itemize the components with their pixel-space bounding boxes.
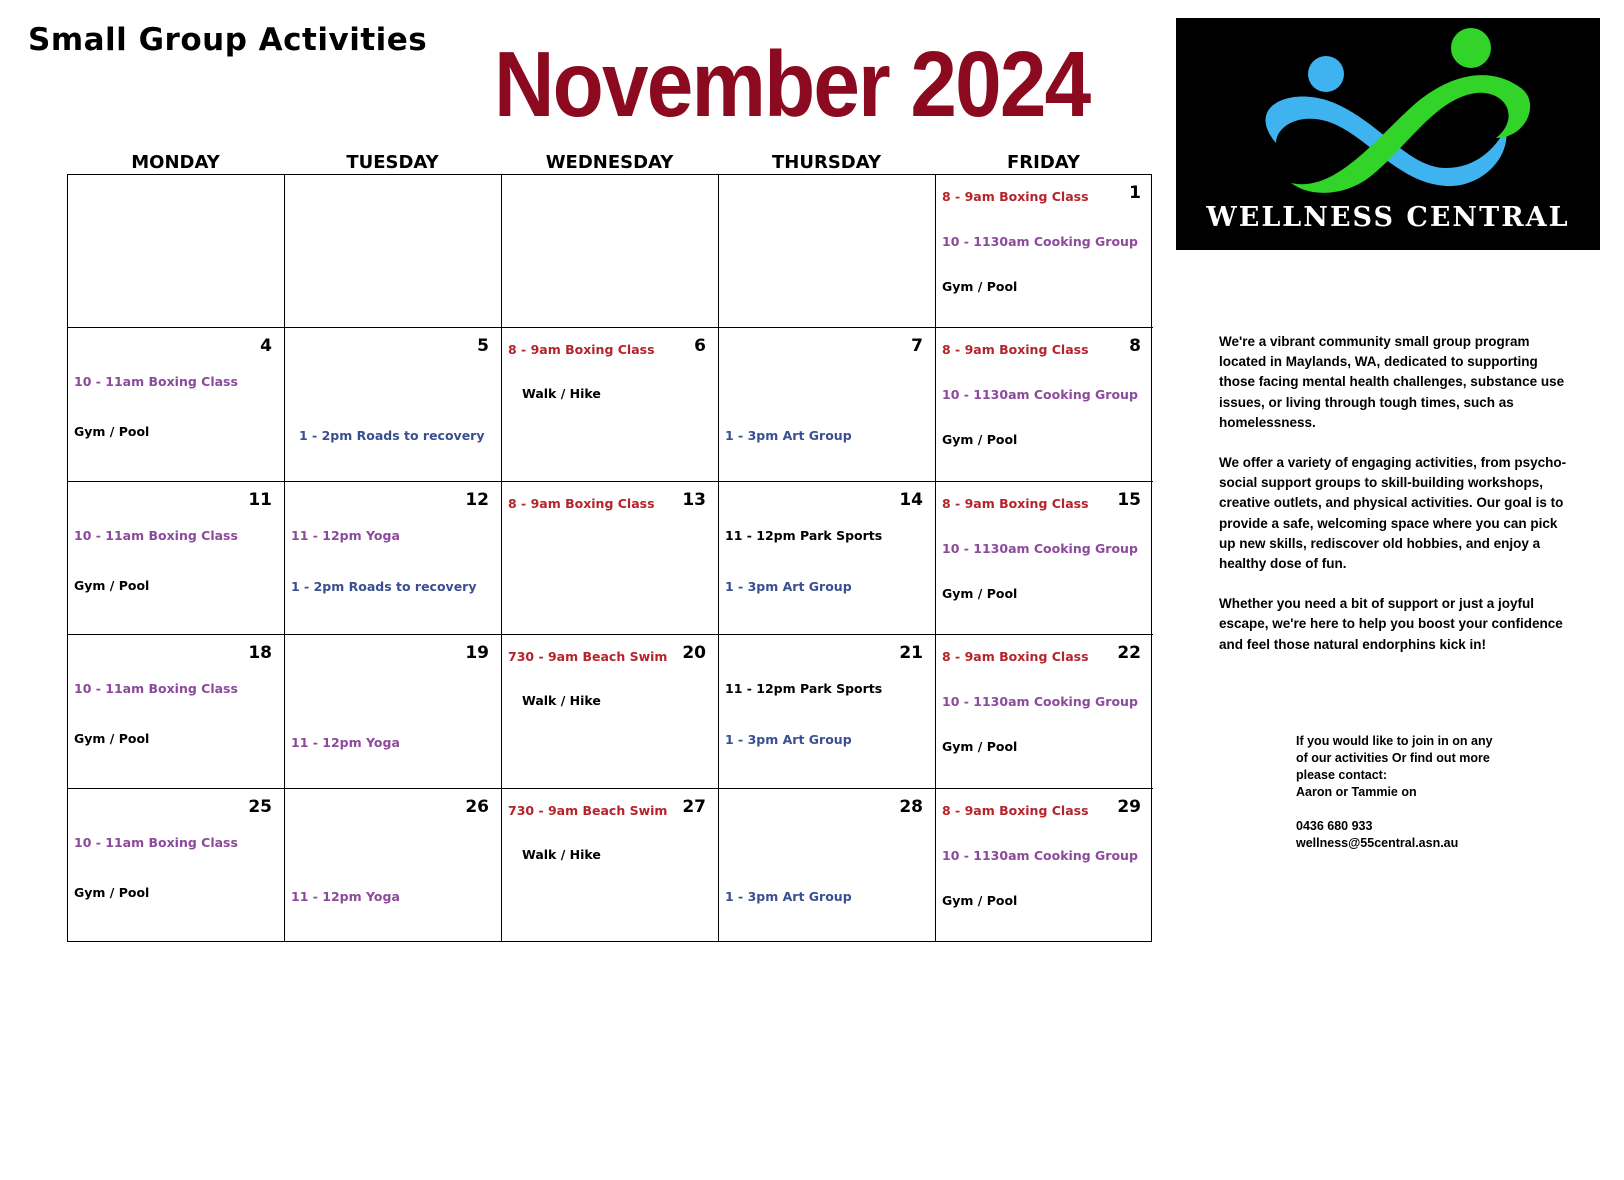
activity-entry: Gym / Pool (74, 577, 150, 593)
calendar-day-cell (502, 482, 719, 635)
activity-entry: 11 - 12pm Yoga (291, 888, 400, 904)
calendar-day-cell (719, 789, 936, 942)
page-heading: Small Group Activities (28, 22, 428, 58)
calendar-day-cell (285, 175, 502, 328)
calendar-day-cell (68, 789, 285, 942)
activity-entry: 8 - 9am Boxing Class (508, 342, 655, 358)
calendar-day-cell (68, 328, 285, 481)
activity-entry: Walk / Hike (522, 846, 601, 862)
day-number: 7 (911, 336, 923, 357)
activity-entry: 10 - 1130am Cooking Group (942, 234, 1138, 249)
activity-entry: 1 - 3pm Art Group (725, 428, 852, 444)
day-number: 21 (899, 643, 923, 664)
activity-entry: 1 - 3pm Art Group (725, 732, 852, 748)
activity-entry: 11 - 12pm Park Sports (725, 681, 883, 697)
activity-entry: 1 - 2pm Roads to recovery (299, 428, 485, 444)
activity-entry: 10 - 1130am Cooking Group (942, 540, 1138, 556)
activity-entry: 8 - 9am Boxing Class (942, 802, 1089, 818)
activity-entry: Gym / Pool (942, 585, 1018, 601)
activity-entry: 8 - 9am Boxing Class (942, 649, 1089, 665)
activity-entry: 10 - 1130am Cooking Group (942, 847, 1138, 863)
contact-phone: 0436 680 933 (1296, 819, 1373, 833)
day-number: 28 (899, 796, 923, 817)
activity-entry: 10 - 1130am Cooking Group (942, 387, 1138, 403)
calendar-day-cell (719, 635, 936, 788)
day-number: 29 (1117, 796, 1141, 817)
calendar-day-cell (502, 635, 719, 788)
calendar-day-cell (68, 635, 285, 788)
activity-entry: Gym / Pool (74, 424, 150, 440)
activity-entry: 730 - 9am Beach Swim (508, 649, 668, 665)
calendar-day-cell (936, 175, 1153, 328)
day-number: 18 (248, 643, 272, 664)
activity-entry: 8 - 9am Boxing Class (942, 495, 1089, 511)
activity-entry: 10 - 11am Boxing Class (74, 681, 238, 697)
day-number: 15 (1117, 489, 1141, 510)
day-number: 19 (465, 643, 489, 664)
weekday-header: WEDNESDAY (545, 152, 674, 173)
activity-entry: 10 - 11am Boxing Class (74, 527, 238, 543)
activity-entry: Gym / Pool (942, 432, 1018, 448)
calendar-day-cell (502, 789, 719, 942)
activity-entry: Walk / Hike (522, 693, 601, 709)
activity-entry: 730 - 9am Beach Swim (508, 802, 668, 818)
weekday-header: FRIDAY (1006, 152, 1081, 173)
about-text (1219, 332, 1569, 675)
day-number: 8 (1129, 336, 1141, 357)
day-number: 14 (899, 489, 923, 510)
contact-names: Aaron or Tammie on (1296, 785, 1417, 799)
weekday-header: MONDAY (131, 152, 220, 173)
activity-entry: 11 - 12pm Yoga (291, 527, 400, 543)
calendar-day-cell (285, 328, 502, 481)
calendar-grid (67, 174, 1152, 942)
calendar-day-cell (285, 482, 502, 635)
logo-text: WELLNESS CENTRAL (1206, 202, 1570, 233)
day-number: 5 (477, 336, 489, 357)
calendar-day-cell (502, 328, 719, 481)
calendar-day-cell (719, 328, 936, 481)
calendar-day-cell (936, 482, 1153, 635)
day-number: 12 (465, 489, 489, 510)
activity-entry: 1 - 3pm Art Group (725, 578, 852, 594)
day-number: 20 (682, 643, 706, 664)
calendar-day-cell (719, 482, 936, 635)
activity-entry: Gym / Pool (74, 731, 150, 747)
calendar-day-cell (936, 328, 1153, 481)
about-paragraph: We're a vibrant community small group program located in Maylands, WA, dedicated to supporting those facing mental health challenges, substance use issues, or living through tough times, such as homelessness. (1219, 334, 1565, 430)
day-number: 25 (248, 796, 272, 817)
activity-entry: 10 - 11am Boxing Class (74, 834, 238, 850)
weekday-header: THURSDAY (772, 152, 881, 173)
day-number: 26 (465, 796, 489, 817)
activity-entry: 11 - 12pm Yoga (291, 735, 400, 751)
day-number: 22 (1117, 643, 1141, 664)
contact-info (1296, 733, 1496, 852)
calendar-day-cell (936, 789, 1153, 942)
calendar-day-cell (285, 789, 502, 942)
about-paragraph: Whether you need a bit of support or just a joyful escape, we're here to help you boost your confidence and feel those natural endorphins kick in! (1219, 596, 1563, 652)
activity-entry: 11 - 12pm Park Sports (725, 527, 883, 543)
contact-intro: If you would like to join in on any of our activities Or find out more please contact: (1296, 734, 1493, 782)
activity-entry: Walk / Hike (522, 386, 601, 402)
day-number: 4 (260, 336, 272, 357)
day-number: 1 (1129, 183, 1141, 203)
activity-entry: Gym / Pool (74, 884, 150, 900)
day-number: 11 (248, 489, 272, 510)
activity-entry: 1 - 3pm Art Group (725, 888, 852, 904)
activity-entry: 10 - 1130am Cooking Group (942, 694, 1138, 710)
weekday-header: TUESDAY (346, 152, 439, 173)
activity-entry: Gym / Pool (942, 739, 1018, 755)
day-number: 6 (694, 336, 706, 357)
calendar-day-cell (68, 175, 285, 328)
about-paragraph: We offer a variety of engaging activities, from psycho-social support groups to skill-building workshops, creative outlets, and physical activities. Our goal is to provide a safe, welcoming space where you can pick up new skills, rediscover old hobbies, and enjoy a healthy dose of fun. (1219, 455, 1567, 572)
logo (1176, 18, 1600, 250)
calendar-day-cell (502, 175, 719, 328)
contact-email: wellness@55central.asn.au (1296, 836, 1459, 850)
day-number: 13 (682, 489, 706, 510)
day-number: 27 (682, 796, 706, 817)
activity-entry: Gym / Pool (942, 892, 1018, 908)
activity-entry: 8 - 9am Boxing Class (508, 495, 655, 511)
calendar-day-cell (68, 482, 285, 635)
activity-entry: 10 - 11am Boxing Class (74, 374, 238, 390)
activity-entry: 8 - 9am Boxing Class (942, 189, 1089, 204)
activity-entry: 8 - 9am Boxing Class (942, 342, 1089, 358)
calendar-day-cell (719, 175, 936, 328)
calendar-day-cell (936, 635, 1153, 788)
activity-entry: Gym / Pool (942, 279, 1018, 294)
activity-entry: 1 - 2pm Roads to recovery (291, 578, 477, 594)
calendar-day-cell (285, 635, 502, 788)
month-title: November 2024 (494, 32, 1090, 136)
